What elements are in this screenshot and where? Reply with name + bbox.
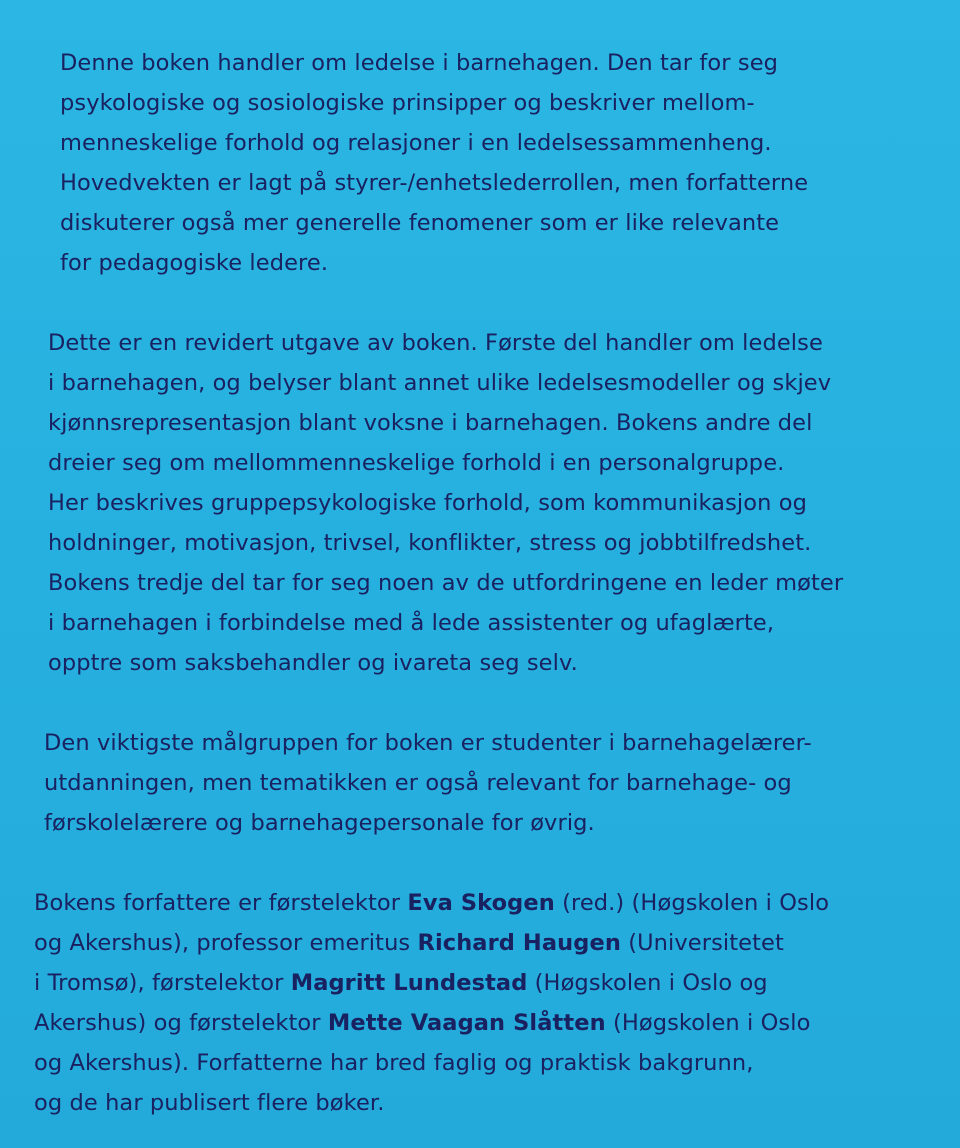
text-segment: (red.) (Høgskolen i Oslo [554, 890, 830, 916]
text-line: i barnehagen, og belyser blant annet ulike ledelsesmodeller og skjev [48, 370, 832, 396]
text-line: i barnehagen i forbindelse med å lede assistenter og ufaglærte, [48, 610, 775, 636]
author-name: Eva Skogen [407, 890, 555, 916]
text-line [34, 923, 920, 963]
text-line: diskuterer også mer generelle fenomener som er like relevante [60, 210, 780, 236]
text-line: menneskelige forhold og relasjoner i en ledelsessammenheng. [60, 130, 772, 156]
text-segment: i Tromsø), førstelektor [34, 970, 291, 996]
text-line [34, 963, 920, 1003]
author-name: Mette Vaagan Slåtten [327, 1010, 606, 1036]
text-segment: Bokens forfattere er førstelektor [34, 890, 408, 916]
text-line: Hovedvekten er lagt på styrer-/enhetslederrollen, men forfatterne [60, 170, 809, 196]
author-name: Richard Haugen [417, 930, 621, 956]
author-name: Magritt Lundestad [290, 970, 528, 996]
paragraph-intro [44, 43, 920, 283]
text-line: Bokens tredje del tar for seg noen av de utfordringene en leder møter [48, 570, 844, 596]
paragraph-audience [44, 723, 920, 843]
text-line: Denne boken handler om ledelse i barnehagen. Den tar for seg [60, 50, 779, 76]
paragraph-authors [34, 883, 920, 1123]
text-segment: (Høgskolen i Oslo [605, 1010, 811, 1036]
text-line: Dette er en revidert utgave av boken. Første del handler om ledelse [48, 330, 823, 356]
text-line: dreier seg om mellommenneskelige forhold i en personalgruppe. [48, 450, 785, 476]
text-line [34, 1003, 920, 1043]
text-line: for pedagogiske ledere. [60, 250, 329, 276]
text-segment: Akershus) og førstelektor [34, 1010, 328, 1036]
text-line: holdninger, motivasjon, trivsel, konflikter, stress og jobbtilfredshet. [48, 530, 812, 556]
text-line: opptre som saksbehandler og ivareta seg selv. [48, 650, 578, 676]
text-segment: (Høgskolen i Oslo og [527, 970, 768, 996]
text-line: og de har publisert flere bøker. [34, 1090, 385, 1116]
text-segment: og Akershus), professor emeritus [34, 930, 418, 956]
text-line: kjønnsrepresentasjon blant voksne i barnehagen. Bokens andre del [48, 410, 813, 436]
text-line: og Akershus). Forfatterne har bred faglig og praktisk bakgrunn, [34, 1050, 754, 1076]
text-line: førskolelærere og barnehagepersonale for øvrig. [44, 810, 595, 836]
paragraph-contents [44, 323, 920, 683]
text-line [34, 883, 920, 923]
text-segment: (Universitetet [620, 930, 784, 956]
text-line: psykologiske og sosiologiske prinsipper og beskriver mellom- [60, 90, 755, 116]
text-line: Her beskrives gruppepsykologiske forhold, som kommunikasjon og [48, 490, 807, 516]
text-line: utdanningen, men tematikken er også relevant for barnehage- og [44, 770, 792, 796]
text-line: Den viktigste målgruppen for boken er studenter i barnehagelærer- [44, 730, 812, 756]
